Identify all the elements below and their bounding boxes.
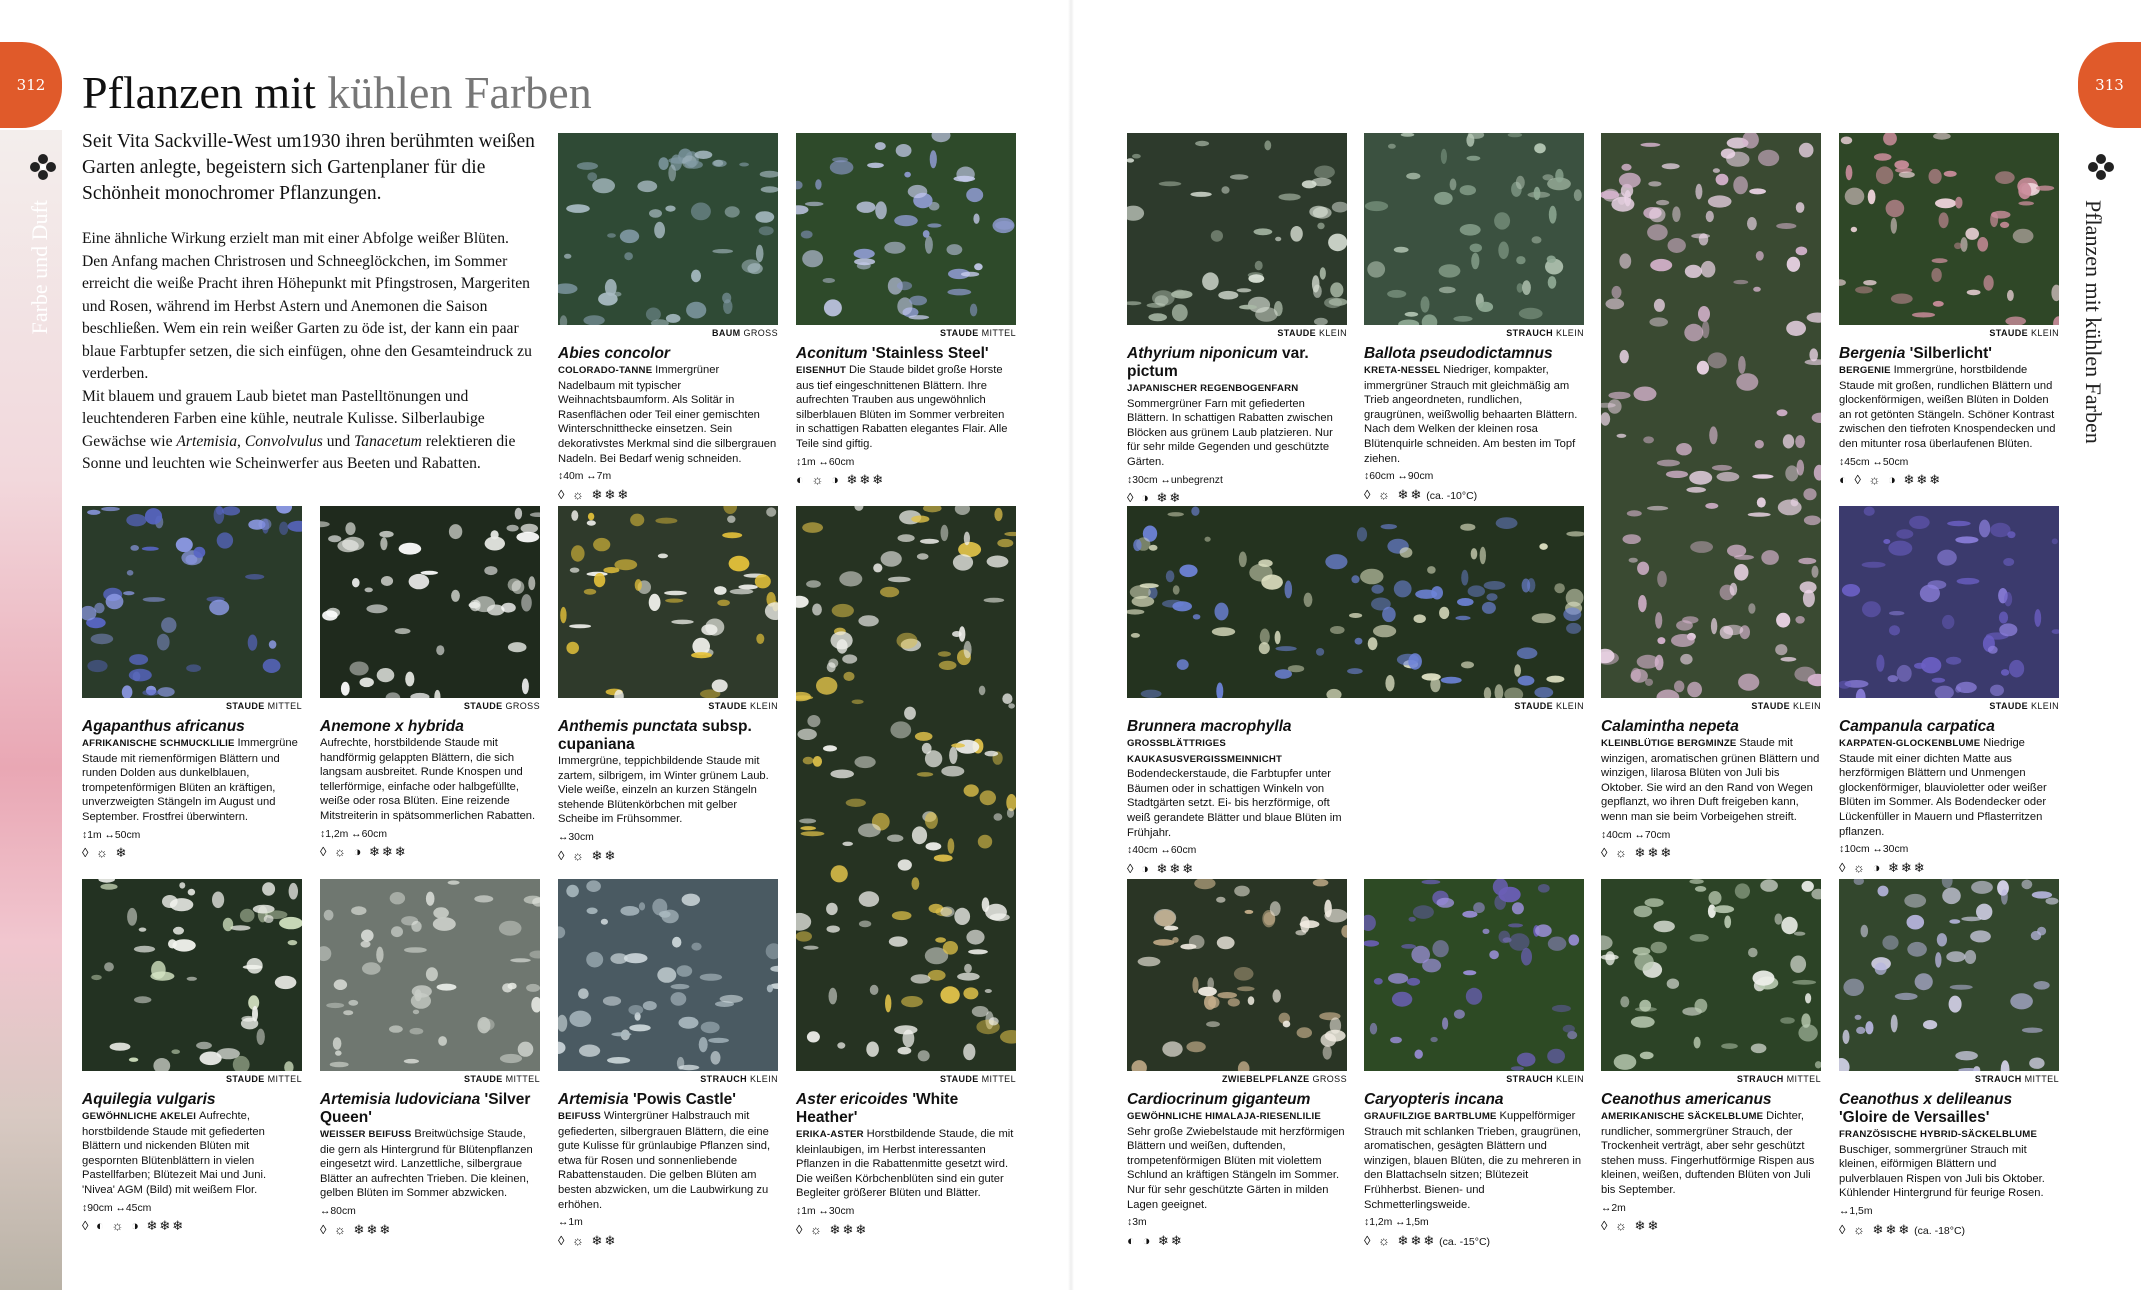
plant-type: STAUDE [463,1074,503,1084]
body-paragraph-1: Eine ähnliche Wirkung erzielt man mit einer Abfolge weißer Blüten. Den Anfang machen Christrosen und Schneeglöckchen, im Sommer erreicht die weiße Pracht ihren Höhepunkt mit Pfingstrosen, Margeriten und Rosen, während im Herbst Astern und Anemonen die Saison beschließen. Wem ein rein weißer Garten zu öde ist, der kann ein paar blaue Farbtupfer setzen, die sich einfügen, ohne den Gesamteindruck zu verderben. [82,230,532,382]
plant-care-icons [558,849,778,864]
body-artemisia: Artemisia [176,432,238,450]
plant-care-icons [1601,846,1821,861]
plant-dimensions: ↕1,2m ↔60cm [320,828,387,840]
plant-photo-aster [796,506,1016,1071]
page-number-right [2078,42,2141,128]
care-symbols-icon: ◊ ☼ ❄❄❄ [1839,1221,1912,1237]
plant-description: Sommergrüner Farn mit gefiederten Blättern. In schattigen Rabatten zwischen Blöcken aus grünem Laub platzieren. Nur für sehr milde Gegenden und geschützte Gärten. [1127,397,1333,468]
flower-icon-right [2084,150,2118,184]
plant-description: Breitwüchsige Staude, die gern als Hintergrund für Blütenpflanzen eingesetzt wird. Lanzettliche, silbergraue Blätter an aufrechten Trieben. Die kleinen, gelben Blüten im Sommer abzwicken. [320,1128,533,1200]
plant-name: Artemisia ludoviciana 'Silver Queen' [320,1091,531,1126]
plant-caption-anthemis [558,718,778,863]
plant-dimensions: ↕1m ↔30cm [796,1205,855,1217]
plant-type: STRAUCH [1506,328,1554,338]
plant-name: Anemone x hybrida [320,718,464,735]
plant-description: Immergrüne, teppichbildende Staude mit zartem, silbrigem, im Winter grünem Laub. Viele weiße, einzeln an kurzen Stängeln stehende Blütenkörbchen mit gelber Scheibe im Frühsommer. [558,755,769,826]
plant-common-name: BEIFUSS [558,1111,604,1122]
plant-size-class: GROSS [502,701,540,711]
title-dark: Pflanzen mit [82,67,316,118]
plant-description: Buschiger, sommergrüner Strauch mit kleinen, eiförmigen Blättern und pulverblauen Rispen von Juli bis Oktober. Kühlender Hintergrund für feurige Rosen. [1839,1143,2045,1200]
care-symbols-icon: ◊ ◑ ❄❄ [1127,490,1183,506]
flower-icon-left [26,150,60,184]
plant-size-class: KLEIN [1790,701,1821,711]
plant-dimensions: ↔1,5m [1839,1205,1873,1217]
plant-dimensions: ↕3m [1127,1217,1147,1229]
plant-dimensions: ↔1m [558,1217,583,1229]
care-symbols-icon: ◊ ☼ ◑ ❄❄❄ [1839,859,1927,875]
plant-description-block [1601,1110,1814,1196]
care-symbols-icon: ◊ ☼ ❄❄ [558,1232,618,1248]
plant-care-icons [1364,488,1584,504]
plant-common-name: KARPATEN-GLOCKENBLUME [1839,738,1984,749]
plant-common-name: EISENHUT [796,365,849,376]
plant-size-class: KLEIN [747,701,778,711]
plant-name: Aconitum 'Stainless Steel' [796,345,989,362]
plant-type: STAUDE [708,701,748,711]
care-symbols-icon: ◐ ☼ ◑ ❄❄❄ [796,472,886,488]
plant-type: STAUDE [1989,701,2029,711]
plant-description-block [1127,737,1342,839]
plant-dimensions: ↔2m [1601,1202,1626,1214]
plant-description-block [1127,1110,1345,1211]
plant-name: Ceanothus x delileanus 'Gloire de Versailles' [1839,1091,2013,1126]
plant-care-icons [1127,1234,1347,1249]
plant-dimensions: ↔30cm [558,831,594,843]
plant-description-block [1364,364,1577,465]
plant-caption-calamintha [1601,718,1821,861]
body-convolvulus: Convolvulus [244,432,323,450]
plant-caption-aconitum [796,345,1016,488]
plant-common-name: GRAUFILZIGE BARTBLUME [1364,1111,1500,1122]
plant-caption-caryopteris [1364,1091,1584,1249]
plant-care-icons [82,1219,302,1234]
plant-photo-aquilegia [82,879,302,1071]
plant-type: STAUDE [463,701,503,711]
plant-dimensions: ↕60cm ↔90cm [1364,471,1434,483]
plant-photo-agapanthus [82,506,302,698]
plant-caption-artemisia_p [558,1091,778,1248]
plant-type: STAUDE [1751,701,1791,711]
plant-care-icons [82,846,302,861]
plant-common-name: AMERIKANISCHE SÄCKELBLUME [1601,1111,1767,1122]
care-symbols-icon: ◊ ☼ ❄❄❄ [558,486,631,502]
plant-dimensions: ↕30cm ↔unbegrenzt [1127,474,1223,486]
plant-common-name: KLEINBLÜTIGE BERGMINZE [1601,738,1740,749]
plant-caption-artemisia_l [320,1091,540,1237]
plant-common-name: GEWÖHNLICHE AKELEI [82,1111,199,1122]
plant-care-icons [558,1234,778,1249]
plant-care-icons [1127,491,1347,506]
plant-type: STAUDE [225,1074,265,1084]
plant-caption-ceanothus_d [1839,1091,2059,1238]
plant-care-icons [320,845,540,860]
plant-name: Athyrium niponicum var. pictum [1127,345,1309,380]
plant-photo-calamintha [1601,133,1821,698]
plant-description-block [796,364,1007,450]
plant-care-icons [796,473,1016,488]
plant-caption-ballota [1364,345,1584,503]
plant-common-name: FRANZÖSISCHE HYBRID-SÄCKELBLUME [1839,1129,2038,1140]
plant-name: Ballota pseudodictamnus [1364,345,1553,362]
plant-dimensions: ↕40m ↔7m [558,471,612,483]
plant-type: STRAUCH [1506,1074,1554,1084]
plant-type: STAUDE [225,701,265,711]
plant-tag-campanula [1839,701,2059,711]
plant-size-class: KLEIN [1553,701,1584,711]
care-symbols-icon: ◊ ☼ ❄❄ [1364,486,1424,502]
plant-name: Anthemis punctata subsp. cupaniana [558,718,752,753]
plant-type: STRAUCH [700,1074,748,1084]
plant-photo-anemone [320,506,540,698]
plant-photo-bergenia [1839,133,2059,325]
plant-size-class: MITTEL [502,1074,540,1084]
plant-tag-aconitum [796,328,1016,338]
plant-caption-aquilegia [82,1091,302,1234]
plant-cultivar: 'Powis Castle' [632,1091,736,1108]
care-symbols-icon: ◊ ◐ ☼ ◑ ❄❄❄ [82,1218,186,1234]
plant-size-class: MITTEL [1783,1074,1821,1084]
book-gutter [1068,0,1074,1290]
plant-size-class: KLEIN [747,1074,778,1084]
plant-tag-ballota [1364,328,1584,338]
intro-paragraph: Seit Vita Sackville-West um1930 ihren berühmten weißen Garten anlegte, begeistern sich Gartenplaner für die Schönheit monochromer Pflanzungen. [82,131,535,204]
plant-size-class: MITTEL [2021,1074,2059,1084]
plant-care-icons [1364,1234,1584,1250]
plant-cultivar: 'Stainless Steel' [871,345,989,362]
plant-care-icons [1839,473,2059,488]
plant-description-block [1839,1128,2045,1199]
plant-name: Calamintha nepeta [1601,718,1739,735]
page-number-left-text: 312 [16,76,46,94]
plant-name: Ceanothus americanus [1601,1091,1772,1108]
page-number-left [0,42,62,128]
plant-name: Agapanthus africanus [82,718,245,735]
plant-caption-athyrium [1127,345,1347,506]
body-paragraph-2 [82,386,537,476]
care-symbols-icon: ◊ ☼ ❄❄❄ [320,1221,393,1237]
plant-description: Dichter, rundlicher, sommergrüner Strauch, der Trockenheit verträgt, aber sehr geschützt stehen muss. Fingerhutförmige Rispen aus kleinen, weißen, duftenden Blüten von Juli bis September. [1601,1110,1815,1196]
plant-tag-anemone [320,701,540,711]
plant-size-class: KLEIN [1553,328,1584,338]
plant-common-name: ERIKA-ASTER [796,1129,867,1140]
plant-tag-artemisia_p [558,1074,778,1084]
plant-name: Aquilegia vulgaris [82,1091,216,1108]
plant-cultivar: 'Gloire de Versailles' [1839,1109,1990,1126]
plant-type: BAUM [711,328,741,338]
plant-caption-abies [558,345,778,502]
plant-care-icons [1127,862,1347,877]
plant-common-name: GROSSBLÄTTRIGES KAUKASUSVERGISSMEINNICHT [1127,738,1283,765]
plant-photo-ballota [1364,133,1584,325]
plant-size-class: KLEIN [1553,1074,1584,1084]
plant-name: Abies concolor [558,345,670,362]
plant-description: Immergrüne Staude mit riemenförmigen Blättern und runden Dolden aus dunkelblauen, trompetenförmigen Blüten an kräftigen, unverzweigten Stängeln im August und September. Frostfrei überwintern. [82,737,298,823]
plant-photo-caryopteris [1364,879,1584,1071]
plant-photo-artemisia_p [558,879,778,1071]
plant-dimensions: ↔80cm [320,1205,356,1217]
plant-caption-agapanthus [82,718,302,861]
plant-caption-brunnera [1127,718,1347,876]
page-number-right-text: 313 [2095,76,2124,94]
plant-care-icons [558,488,778,503]
plant-size-class: KLEIN [2028,701,2059,711]
plant-type: STAUDE [939,328,979,338]
plant-type: STAUDE [1989,328,2029,338]
care-symbols-icon: ◊ ☼ ◑ ❄❄❄ [320,844,408,860]
plant-caption-aster [796,1091,1016,1237]
plant-common-name: JAPANISCHER REGENBOGENFARN [1127,383,1299,394]
care-symbols-icon: ◊ ☼ ❄ [82,845,129,861]
plant-description: Immergrüne, horstbildende Staude mit großen, rundlichen Blättern und glockenförmigen, weißen Blüten in Dolden an rot getönten Stängeln. Schöner Kontrast zwischen den tiefroten Knospendecken und den mitunter rosa überlaufenen Blüten. [1839,364,2056,450]
plant-type: STRAUCH [1974,1074,2022,1084]
plant-size-class: GROSS [740,328,778,338]
plant-description-block [558,1110,770,1211]
plant-description: Bodendeckerstaude, die Farbtupfer unter Bäumen oder in schattigen Winkeln von Stadtgärten setzt. Ei- bis herzförmige, oft weiß gerandete Blätter und blaue Blüten im Frühjahr. [1127,768,1342,839]
plant-description-block [320,737,535,822]
plant-size-class: MITTEL [264,701,302,711]
plant-size-class: MITTEL [264,1074,302,1084]
plant-dimensions: ↕40cm ↔70cm [1601,829,1671,841]
plant-common-name: COLORADO-TANNE [558,365,656,376]
care-symbols-icon: ◊ ☼ ❄❄ [1601,1218,1661,1234]
plant-tag-ceanothus_d [1839,1074,2059,1084]
plant-description-block [796,1128,1013,1199]
plant-tag-aster [796,1074,1016,1084]
plant-common-name: WEISSER BEIFUSS [320,1129,415,1140]
body-sep: , [237,432,241,450]
plant-photo-cardiocrinum [1127,879,1347,1071]
plant-common-name: BERGENIE [1839,365,1894,376]
body-p2-end: relektieren die Sonne und leuchten wie Scheinwerfer aus Beeten und Rabatten. [82,432,516,472]
plant-description-block [82,737,298,823]
plant-description: Niedrige Staude mit einer dichten Matte aus herzförmigen Blättern und Unmengen glockenförmiger, blauvioletter oder weißer Blüten im Sommer. Als Bodendecker oder Lückenfüller in Mauern und Pflasterritzen pflanzen. [1839,737,2047,838]
plant-dimensions: ↕1,2m ↔1,5m [1364,1217,1429,1229]
body-p2-start: Mit blauem und grauem Laub bietet man Pastelltönungen und leuchtenderen Farben eine kühle, neutrale Kulisse. Silberlaubige Gewächse wie [82,387,485,450]
care-symbols-icon: ◊ ☼ ❄❄❄ [1601,845,1674,861]
body-text [82,228,537,476]
plant-name: Campanula carpatica [1839,718,1995,735]
plant-description: Aufrechte, horstbildende Staude mit handförmig gelappten Blättern, die sich langsam ausbreitet. Runde Knospen und tellerförmige, einfache oder halbgefüllte, weiße oder rosa Blüten. Eine reizende Mitstreiterin in spätsommerlichen Rabatten. [320,737,536,822]
plant-caption-bergenia [1839,345,2059,488]
plant-description-block [1839,364,2055,450]
plant-description-block [1127,382,1333,468]
plant-size-class: MITTEL [978,328,1016,338]
plant-tag-artemisia_l [320,1074,540,1084]
plant-dimensions: ↕10cm ↔30cm [1839,844,1909,856]
plant-tag-caryopteris [1364,1074,1584,1084]
plant-cultivar: subsp. cupaniana [558,718,752,753]
hardiness-note: (ca. -15°C) [1436,1235,1491,1248]
plant-common-name: AFRIKANISCHE SCHMUCKLILIE [82,738,238,749]
plant-common-name: KRETA-NESSEL [1364,365,1444,376]
care-symbols-icon: ◊ ☼ ❄❄❄ [1364,1232,1437,1248]
plant-photo-abies [558,133,778,325]
plant-tag-calamintha [1601,701,1821,711]
plant-photo-ceanothus_d [1839,879,2059,1071]
section-label-left: Farbe und Duft [27,200,52,335]
plant-description: Staude mit winzigen, aromatischen grünen Blättern und winzigen, lilarosa Blüten von Juli bis Oktober. Sie wird an den Rand von Wegen gepflanzt, wo ihren Duft freigeben kann, wenn man sie beim Vorbeigehen streift. [1601,737,1820,823]
plant-cultivar: 'White Heather' [796,1091,959,1126]
plant-name: Artemisia 'Powis Castle' [558,1091,736,1108]
plant-name: Aster ericoides 'White Heather' [796,1091,959,1126]
plant-tag-ceanothus_a [1601,1074,1821,1084]
plant-size-class: MITTEL [978,1074,1016,1084]
plant-care-icons [1601,1219,1821,1234]
plant-tag-bergenia [1839,328,2059,338]
plant-dimensions: ↕90cm ↔45cm [82,1202,152,1214]
plant-caption-anemone [320,718,540,860]
plant-care-icons [1839,1223,2059,1239]
plant-common-name: GEWÖHNLICHE HIMALAJA-RIESENLILIE [1127,1111,1322,1122]
plant-photo-anthemis [558,506,778,698]
plant-care-icons [1839,861,2059,876]
plant-tag-brunnera [1127,701,1584,711]
plant-cultivar: var. pictum [1127,345,1309,380]
plant-size-class: KLEIN [2028,328,2059,338]
plant-type: STAUDE [1277,328,1317,338]
plant-tag-anthemis [558,701,778,711]
plant-description: Horstbildende Staude, die mit kleinlaubigen, im Herbst interessanten Pflanzen in die Rabattenmitte gesetzt wird. Die weißen Körbchenblüten sind ein guter Begleiter größerer Blüten und Blätter. [796,1128,1014,1200]
section-label-right: Pflanzen mit kühlen Farben [2081,200,2106,444]
plant-description-block [1601,737,1819,823]
body-und: und [326,432,351,450]
plant-photo-athyrium [1127,133,1347,325]
plant-tag-cardiocrinum [1127,1074,1347,1084]
plant-caption-cardiocrinum [1127,1091,1347,1248]
plant-photo-campanula [1839,506,2059,698]
plant-tag-athyrium [1127,328,1347,338]
care-symbols-icon: ◊ ☼ ❄❄ [558,847,618,863]
hardiness-note: (ca. -10°C) [1423,489,1478,502]
plant-name: Caryopteris incana [1364,1091,1504,1108]
plant-description-block [558,364,776,465]
care-symbols-icon: ◐ ◊ ☼ ◑ ❄❄❄ [1839,472,1943,488]
plant-care-icons [320,1223,540,1238]
plant-description-block [1839,737,2047,838]
plant-description: Die Staude bildet große Horste aus tief eingeschnittenen Blättern. Ihre aufrechten Trauben aus ungewöhnlich silberblauen Blüten im Sommer verbreiten in schattigen Rabatten elegantes Flair. Alle Teile sind giftig. [796,364,1008,450]
plant-caption-campanula [1839,718,2059,875]
plant-dimensions: ↕45cm ↔50cm [1839,456,1909,468]
plant-photo-brunnera [1127,506,1584,698]
plant-cultivar: 'Silberlicht' [1909,345,1992,362]
page-title [82,66,592,119]
care-symbols-icon: ◊ ◑ ❄❄❄ [1127,860,1196,876]
plant-description-block [320,1128,533,1199]
plant-tag-aquilegia [82,1074,302,1084]
plant-description: Niedriger, kompakter, immergrüner Strauch mit gleichmäßig am Trieb angeordneten, rundlichen, graugrünen, weißwollig behaarten Blättern. Nach dem Welken der kleinen rosa Blütenquirle schneiden. Am besten im Topf ziehen. [1364,364,1578,465]
plant-tag-abies [558,328,778,338]
plant-description: Kuppelförmiger Strauch mit schlanken Trieben, graugrünen, aromatischen, gesägten Blättern und winzigen, blauen Blüten, die zu mehreren in den Blattachseln sitzen; Blütezeit Frühherbst. Bienen- und Schmetterlingsweide. [1364,1110,1582,1211]
plant-tag-agapanthus [82,701,302,711]
plant-photo-artemisia_l [320,879,540,1071]
plant-size-class: KLEIN [1316,328,1347,338]
plant-caption-ceanothus_a [1601,1091,1821,1234]
plant-description: Aufrechte, horstbildende Staude mit gefiederten Blättern und nickenden Blüten mit gespornten Blütenblättern in vielen Pastellfarben; Blütezeit Mai und Juni. 'Nivea' AGM (Bild) mit weißem Flor. [82,1110,267,1196]
plant-type: STRAUCH [1736,1074,1784,1084]
plant-type: ZWIEBELPFLANZE [1221,1074,1310,1084]
plant-name: Brunnera macrophylla [1127,718,1292,735]
body-tanacetum: Tanacetum [354,432,422,450]
plant-type: STAUDE [939,1074,979,1084]
plant-cultivar: 'Silver Queen' [320,1091,531,1126]
plant-dimensions: ↕40cm ↔60cm [1127,845,1197,857]
plant-photo-aconitum [796,133,1016,325]
plant-type: STAUDE [1514,701,1554,711]
plant-description-block [82,1110,266,1196]
title-light: kühlen Farben [327,67,592,118]
plant-description-block [558,755,769,825]
plant-dimensions: ↕1m ↔60cm [796,456,855,468]
plant-description: Wintergrüner Halbstrauch mit gefiederten, silbergrauen Blättern, die eine gute Kulisse für grünlaubige Pflanzen sind, etwa für Rosen und sonnenliebende Rabattenstauden. Die gelben Blüten am besten abzwicken, um die Laubwirkung zu erhöhen. [558,1110,771,1211]
plant-care-icons [796,1223,1016,1238]
plant-description: Immergrüner Nadelbaum mit typischer Weihnachtsbaumform. Als Solitär in Rasenflächen oder Teil einer gemischten Winterschnitthecke einsetzen. Sein dekorativstes Merkmal sind die silbergrauen Nadeln. Bei Bedarf wenig schneiden. [558,364,777,465]
plant-photo-ceanothus_a [1601,879,1821,1071]
plant-size-class: GROSS [1309,1074,1347,1084]
plant-name: Bergenia 'Silberlicht' [1839,345,1992,362]
care-symbols-icon: ◊ ☼ ❄❄❄ [796,1221,869,1237]
hardiness-note: (ca. -18°C) [1911,1224,1966,1237]
plant-name: Cardiocrinum giganteum [1127,1091,1311,1108]
plant-description: Sehr große Zwiebelstaude mit herzförmigen Blättern und weißen, duftenden, trompetenförmigen Blüten mit violettem Schlund an kräftigen Stängeln im Sommer. Nur für sehr geschützte Gärten in milden Lagen geeignet. [1127,1125,1345,1211]
plant-description-block [1364,1110,1581,1211]
plant-dimensions: ↕1m ↔50cm [82,829,141,841]
care-symbols-icon: ◐ ◑ ❄❄ [1127,1232,1184,1248]
